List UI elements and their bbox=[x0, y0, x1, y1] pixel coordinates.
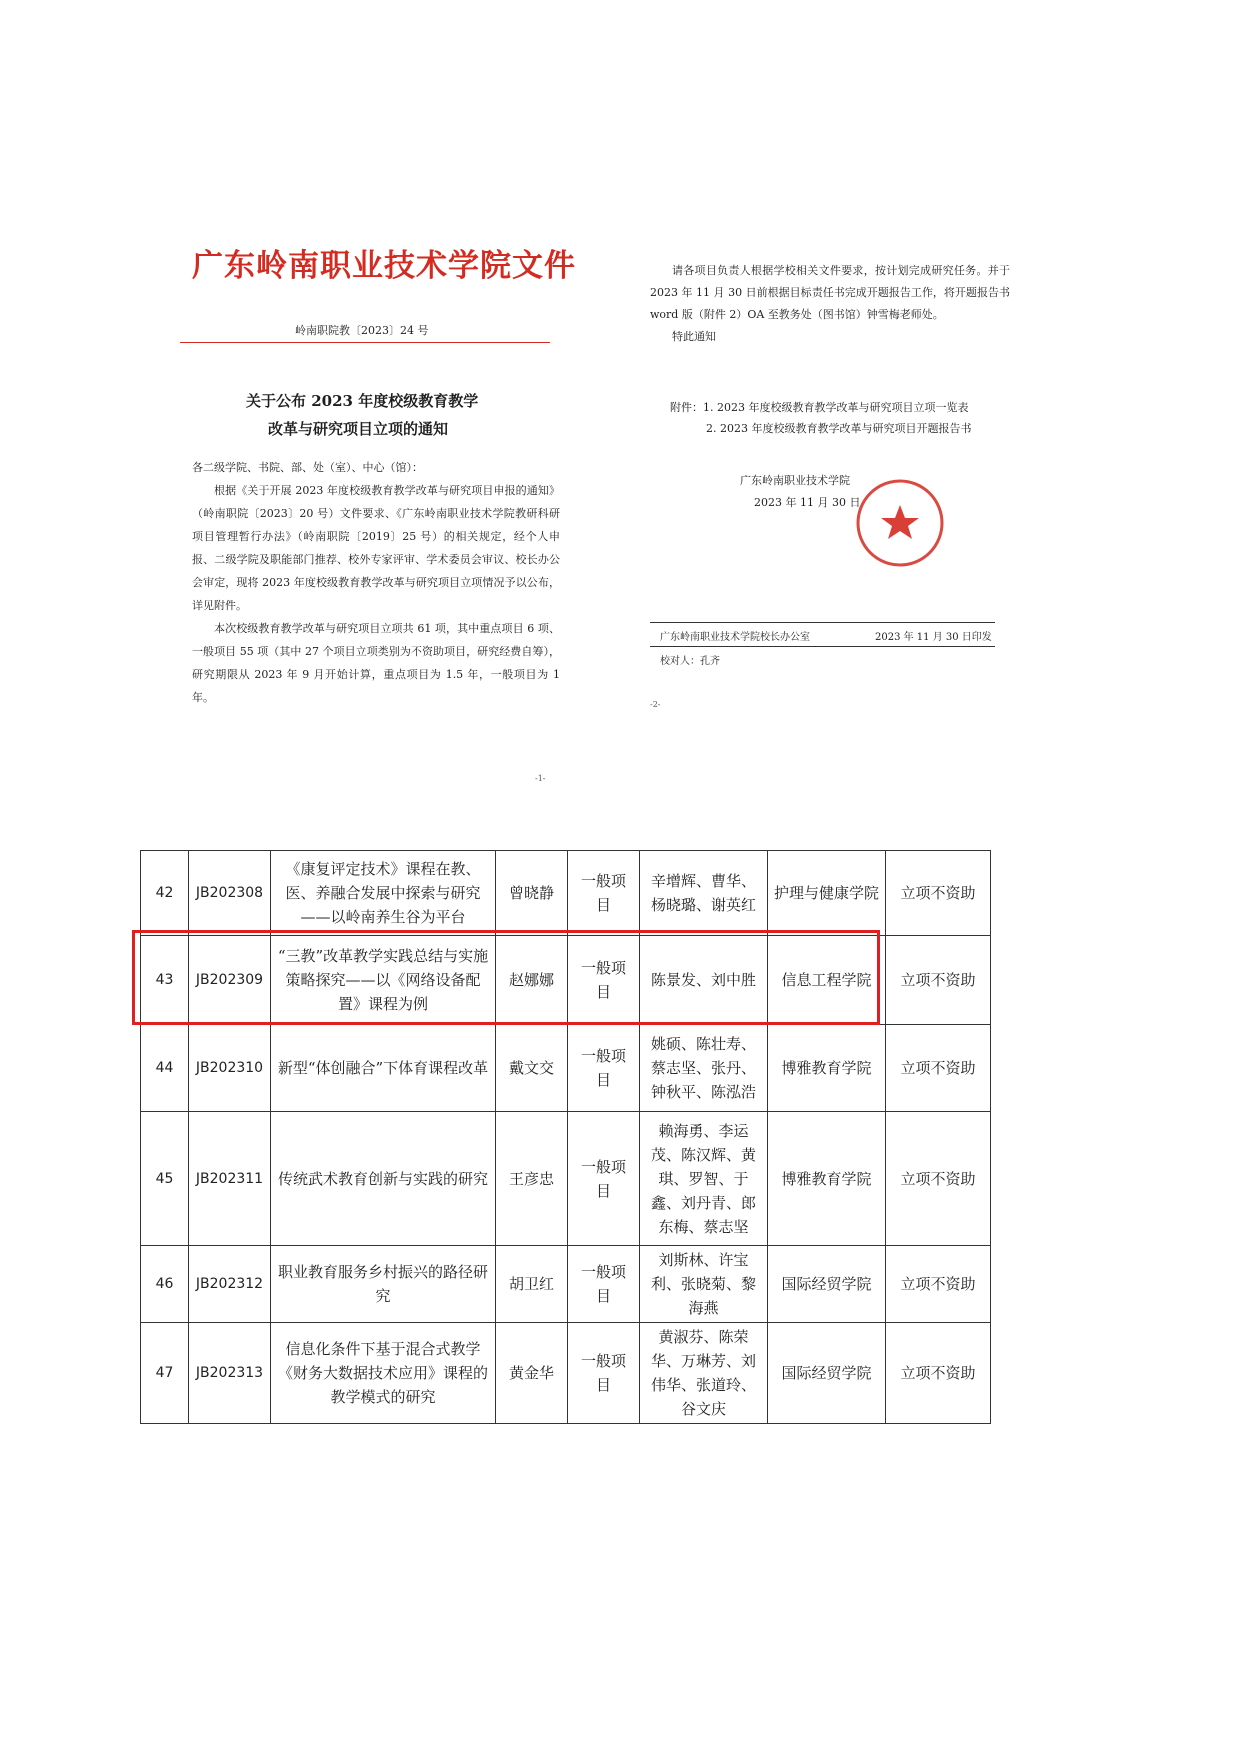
notice-title-line-1: 关于公布 2023 年度校级教育教学 bbox=[246, 392, 479, 410]
table-row bbox=[141, 1112, 991, 1246]
cell-no: 45 bbox=[141, 1112, 189, 1246]
official-seal bbox=[855, 478, 945, 568]
notice-title-line-2: 改革与研究项目立项的通知 bbox=[268, 420, 449, 438]
document-page-2 bbox=[650, 260, 1010, 800]
cell-dept: 护理与健康学院 bbox=[768, 851, 886, 936]
footer-office: 广东岭南职业技术学院校长办公室 bbox=[660, 632, 810, 643]
cell-code: JB202312 bbox=[189, 1246, 271, 1323]
cell-no: 43 bbox=[141, 936, 189, 1025]
cell-status: 立项不资助 bbox=[886, 1112, 991, 1246]
attachment-2: 2. 2023 年度校级教育教学改革与研究项目开题报告书 bbox=[706, 422, 972, 435]
document-page-1 bbox=[180, 230, 580, 800]
cell-type: 一般项目 bbox=[568, 1323, 640, 1424]
cell-leader: 赵娜娜 bbox=[496, 936, 568, 1025]
cell-type: 一般项目 bbox=[568, 1112, 640, 1246]
cell-status: 立项不资助 bbox=[886, 1025, 991, 1112]
body-paragraph-2: 本次校级教育教学改革与研究项目立项共 61 项，其中重点项目 6 项、一般项目 55 项（其中 27 个项目立项类别为不资助项目，研究经费自筹），研究期限从 2023 年 9 月开始计算，重点项目为 1.5 年，一般项目为 1 年。 bbox=[192, 622, 560, 704]
cell-leader: 王彦忠 bbox=[496, 1112, 568, 1246]
cell-leader: 戴文交 bbox=[496, 1025, 568, 1112]
cell-no: 46 bbox=[141, 1246, 189, 1323]
cell-title: 新型“体创融合”下体育课程改革 bbox=[271, 1025, 496, 1112]
cell-status: 立项不资助 bbox=[886, 936, 991, 1025]
attachments bbox=[670, 397, 1010, 439]
document-header: 广东岭南职业技术学院文件 bbox=[192, 248, 576, 284]
footer-date: 2023 年 11 月 30 日印发 bbox=[875, 632, 992, 643]
table-row bbox=[141, 1323, 991, 1424]
footer-bottom-rule bbox=[650, 646, 995, 647]
attachment-1: 附件：1. 2023 年度校级教育教学改革与研究项目立项一览表 bbox=[670, 401, 969, 414]
cell-code: JB202310 bbox=[189, 1025, 271, 1112]
footer-top-rule bbox=[650, 622, 995, 623]
cell-dept: 博雅教育学院 bbox=[768, 1112, 886, 1246]
cell-title: 信息化条件下基于混合式教学《财务大数据技术应用》课程的教学模式的研究 bbox=[271, 1323, 496, 1424]
cell-dept: 博雅教育学院 bbox=[768, 1025, 886, 1112]
proofreader: 校对人：孔齐 bbox=[660, 656, 720, 667]
page-number-2: -2- bbox=[650, 700, 661, 709]
closing-text: 特此通知 bbox=[672, 330, 716, 343]
cell-code: JB202311 bbox=[189, 1112, 271, 1246]
cell-dept: 国际经贸学院 bbox=[768, 1246, 886, 1323]
cell-code: JB202308 bbox=[189, 851, 271, 936]
cell-dept: 国际经贸学院 bbox=[768, 1323, 886, 1424]
table-row bbox=[141, 851, 991, 936]
cell-code: JB202313 bbox=[189, 1323, 271, 1424]
page-number-1: -1- bbox=[535, 774, 546, 783]
cell-leader: 黄金华 bbox=[496, 1323, 568, 1424]
cell-type: 一般项目 bbox=[568, 1246, 640, 1323]
red-divider bbox=[180, 342, 550, 343]
cell-leader: 胡卫红 bbox=[496, 1246, 568, 1323]
cell-status: 立项不资助 bbox=[886, 1323, 991, 1424]
cell-type: 一般项目 bbox=[568, 851, 640, 936]
cell-no: 47 bbox=[141, 1323, 189, 1424]
cell-status: 立项不资助 bbox=[886, 851, 991, 936]
cell-leader: 曾晓静 bbox=[496, 851, 568, 936]
cell-code: JB202309 bbox=[189, 936, 271, 1025]
page2-body bbox=[650, 260, 1010, 348]
page2-paragraph-1: 请各项目负责人根据学校相关文件要求，按计划完成研究任务。并于 2023 年 11 月 30 日前根据目标责任书完成开题报告工作，将开题报告书 word 版（附件 2）OA 至教务处（图书馆）钟雪梅老师处。 bbox=[650, 264, 1010, 321]
highlight-frame bbox=[132, 930, 880, 1025]
table-row bbox=[141, 1246, 991, 1323]
cell-dept: 信息工程学院 bbox=[768, 936, 886, 1025]
signature-date: 2023 年 11 月 30 日 bbox=[754, 496, 861, 509]
cell-status: 立项不资助 bbox=[886, 1246, 991, 1323]
cell-title: 传统武术教育创新与实践的研究 bbox=[271, 1112, 496, 1246]
cell-title: 《康复评定技术》课程在教、医、养融合发展中探索与研究——以岭南养生谷为平台 bbox=[271, 851, 496, 936]
cell-members: 姚硕、陈壮寿、蔡志坚、张丹、钟秋平、陈泓浩 bbox=[640, 1025, 768, 1112]
cell-members: 陈景发、刘中胜 bbox=[640, 936, 768, 1025]
body-paragraph-1: 根据《关于开展 2023 年度校级教育教学改革与研究项目申报的通知》（岭南职院〔2023〕20 号）文件要求、《广东岭南职业技术学院教研科研项目管理暂行办法》（岭南职院〔2019〕25 号）的相关规定，经个人申报、二级学院及职能部门推荐、校外专家评审、学术委员会审议、校长办公会审定，现将 2023 年度校级教育教学改革与研究项目立项情况予以公布，详见附件。 bbox=[192, 484, 560, 612]
cell-members: 辛增辉、曹华、杨晓璐、谢英红 bbox=[640, 851, 768, 936]
cell-type: 一般项目 bbox=[568, 936, 640, 1025]
cell-members: 赖海勇、李运茂、陈汉辉、黄琪、罗智、于鑫、刘丹青、郎东梅、蔡志坚 bbox=[640, 1112, 768, 1246]
cell-no: 42 bbox=[141, 851, 189, 936]
table-row bbox=[141, 1025, 991, 1112]
cell-title: “三教”改革教学实践总结与实施策略探究——以《网络设备配置》课程为例 bbox=[271, 936, 496, 1025]
cell-title: 职业教育服务乡村振兴的路径研究 bbox=[271, 1246, 496, 1323]
cell-type: 一般项目 bbox=[568, 1025, 640, 1112]
document-number: 岭南职院教〔2023〕24 号 bbox=[295, 324, 429, 337]
signature-org: 广东岭南职业技术学院 bbox=[740, 474, 850, 487]
cell-no: 44 bbox=[141, 1025, 189, 1112]
addressee: 各二级学院、书院、部、处（室）、中心（馆）： bbox=[192, 461, 423, 474]
cell-members: 刘斯林、许宝利、张晓菊、黎海燕 bbox=[640, 1246, 768, 1323]
cell-members: 黄淑芬、陈荣华、万琳芳、刘伟华、张道玲、谷文庆 bbox=[640, 1323, 768, 1424]
notice-body bbox=[192, 456, 560, 709]
